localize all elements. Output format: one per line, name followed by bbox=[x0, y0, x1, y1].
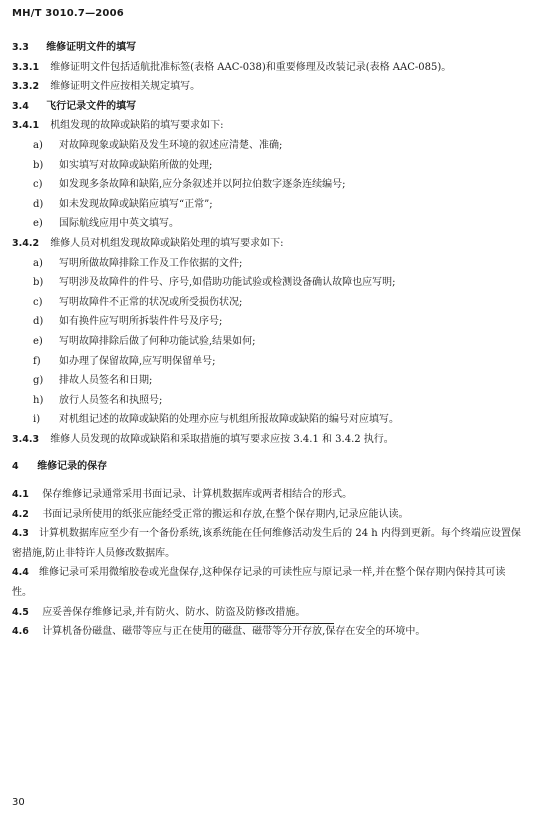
list-item bbox=[12, 273, 523, 293]
list-item bbox=[12, 312, 523, 332]
clause-4-6 bbox=[12, 622, 523, 642]
clause-3-3-2 bbox=[12, 77, 523, 97]
clause-text: 书面记录所使用的纸张应能经受正常的搬运和存放,在整个保存期内,记录应能认读。 bbox=[42, 508, 409, 520]
section-title: 维修证明文件的填写 bbox=[46, 42, 137, 53]
clause-3-4-2 bbox=[12, 234, 523, 254]
end-of-document-rule bbox=[204, 623, 334, 624]
clause-text: 计算机备份磁盘、磁带等应与正在使用的磁盘、磁带等分开存放,保存在安全的环境中。 bbox=[42, 626, 426, 638]
clause-number: 4.4 bbox=[12, 567, 29, 579]
clause-3-4-1 bbox=[12, 116, 523, 136]
list-marker: f) bbox=[33, 355, 41, 367]
clause-4-3 bbox=[12, 524, 523, 563]
list-marker: a) bbox=[33, 257, 43, 269]
list-item-text: 对机组记述的故障或缺陷的处理亦应与机组所报故障或缺陷的编号对应填写。 bbox=[59, 414, 399, 426]
section-title: 飞行记录文件的填写 bbox=[46, 100, 137, 112]
page-number: 30 bbox=[12, 797, 25, 808]
list-item bbox=[12, 352, 523, 372]
clause-4-5 bbox=[12, 603, 523, 623]
clause-text: 维修证明文件应按相关规定填写。 bbox=[50, 81, 201, 93]
list-marker: g) bbox=[33, 375, 44, 387]
list-item bbox=[12, 371, 523, 391]
section-number: 3.3 bbox=[12, 42, 29, 53]
list-marker: d) bbox=[33, 198, 44, 210]
list-marker: a) bbox=[33, 139, 43, 151]
list-marker: e) bbox=[33, 218, 43, 230]
list-marker: c) bbox=[33, 179, 43, 191]
list-marker: b) bbox=[33, 159, 44, 171]
list-item bbox=[12, 332, 523, 352]
list-item-text: 国际航线应用中英文填写。 bbox=[59, 218, 179, 230]
clause-number: 3.4.3 bbox=[12, 433, 40, 445]
list-item-text: 如有换件应写明所拆装件件号及序号; bbox=[59, 316, 223, 328]
clause-number: 4.6 bbox=[12, 626, 29, 638]
clause-text: 机组发现的故障或缺陷的填写要求如下: bbox=[50, 120, 224, 132]
clause-number: 4.2 bbox=[12, 508, 29, 520]
clause-text: 维修记录可采用微缩胶卷或光盘保存,这种保存记录的可读性应与原记录一样,并在整个保存期内保持其可读性。 bbox=[12, 567, 506, 599]
list-marker: e) bbox=[33, 335, 43, 347]
list-item-text: 如未发现故障或缺陷应填写“正常”; bbox=[59, 198, 213, 210]
list-item-text: 放行人员签名和执照号; bbox=[59, 394, 163, 406]
clause-3-4-3 bbox=[12, 430, 523, 450]
section-3-3-heading bbox=[12, 38, 523, 58]
list-item-text: 如发现多条故障和缺陷,应分条叙述并以阿拉伯数字逐条连续编号; bbox=[59, 179, 346, 191]
clause-text: 保存维修记录通常采用书面记录、计算机数据库或两者相结合的形式。 bbox=[42, 489, 353, 501]
clause-number: 3.3.1 bbox=[12, 61, 40, 73]
list-marker: b) bbox=[33, 277, 44, 289]
list-item-text: 写明所做故障排除工作及工作依据的文件; bbox=[59, 257, 243, 269]
clause-number: 4.5 bbox=[12, 606, 29, 618]
list-item-text: 写明涉及故障件的件号、序号,如借助功能试验或检测设备确认故障也应写明; bbox=[59, 277, 396, 289]
clause-text: 维修证明文件包括适航批准标签(表格 AAC-038)和重要修理及改装记录(表格 AAC-085)。 bbox=[50, 61, 452, 73]
clause-4-4 bbox=[12, 563, 523, 602]
list-item-text: 写明故障件不正常的状况或所受损伤状况; bbox=[59, 296, 243, 308]
clause-text: 维修人员发现的故障或缺陷和采取措施的填写要求应按 3.4.1 和 3.4.2 执行。 bbox=[50, 433, 394, 445]
list-item bbox=[12, 410, 523, 430]
clause-number: 3.4.2 bbox=[12, 237, 40, 249]
section-title: 维修记录的保存 bbox=[37, 461, 108, 473]
list-item bbox=[12, 293, 523, 313]
list-item-text: 如实填写对故障或缺陷所做的处理; bbox=[59, 159, 213, 171]
list-item bbox=[12, 136, 523, 156]
clause-number: 4.3 bbox=[12, 528, 29, 540]
clause-4-2 bbox=[12, 505, 523, 525]
clause-number: 3.3.2 bbox=[12, 81, 40, 93]
list-item bbox=[12, 156, 523, 176]
list-item-text: 对故障现象或缺陷及发生环境的叙述应清楚、准确; bbox=[59, 139, 283, 151]
list-item bbox=[12, 195, 523, 215]
clause-text: 维修人员对机组发现故障或缺陷处理的填写要求如下: bbox=[50, 237, 284, 249]
list-item bbox=[12, 254, 523, 274]
clause-3-3-1 bbox=[12, 58, 523, 78]
section-3-4-heading bbox=[12, 97, 523, 117]
section-number: 4 bbox=[12, 461, 19, 473]
clause-text: 计算机数据库应至少有一个备份系统,该系统能在任何维修活动发生后的 24 h 内得到更新。每个终端应设置保密措施,防止非特许人员修改数据库。 bbox=[12, 528, 521, 559]
list-marker: d) bbox=[33, 316, 44, 328]
list-marker: c) bbox=[33, 296, 43, 308]
spacer bbox=[12, 449, 523, 457]
spacer bbox=[12, 477, 523, 485]
list-item bbox=[12, 391, 523, 411]
clause-text: 应妥善保存维修记录,并有防火、防水、防盗及防修改措施。 bbox=[42, 606, 306, 618]
clause-4-1 bbox=[12, 485, 523, 505]
section-number: 3.4 bbox=[12, 100, 29, 112]
list-marker: i) bbox=[33, 414, 41, 426]
list-item-text: 排故人员签名和日期; bbox=[59, 375, 153, 387]
clause-number: 3.4.1 bbox=[12, 120, 40, 132]
clause-number: 4.1 bbox=[12, 489, 29, 501]
section-4-heading bbox=[12, 457, 523, 477]
document-header: MH/T 3010.7—2006 bbox=[12, 8, 124, 19]
list-item-text: 写明故障排除后做了何种功能试验,结果如何; bbox=[59, 335, 256, 347]
list-item bbox=[12, 175, 523, 195]
list-marker: h) bbox=[33, 394, 44, 406]
list-item bbox=[12, 214, 523, 234]
document-body bbox=[12, 38, 523, 642]
list-item-text: 如办理了保留故障,应写明保留单号; bbox=[59, 355, 216, 367]
